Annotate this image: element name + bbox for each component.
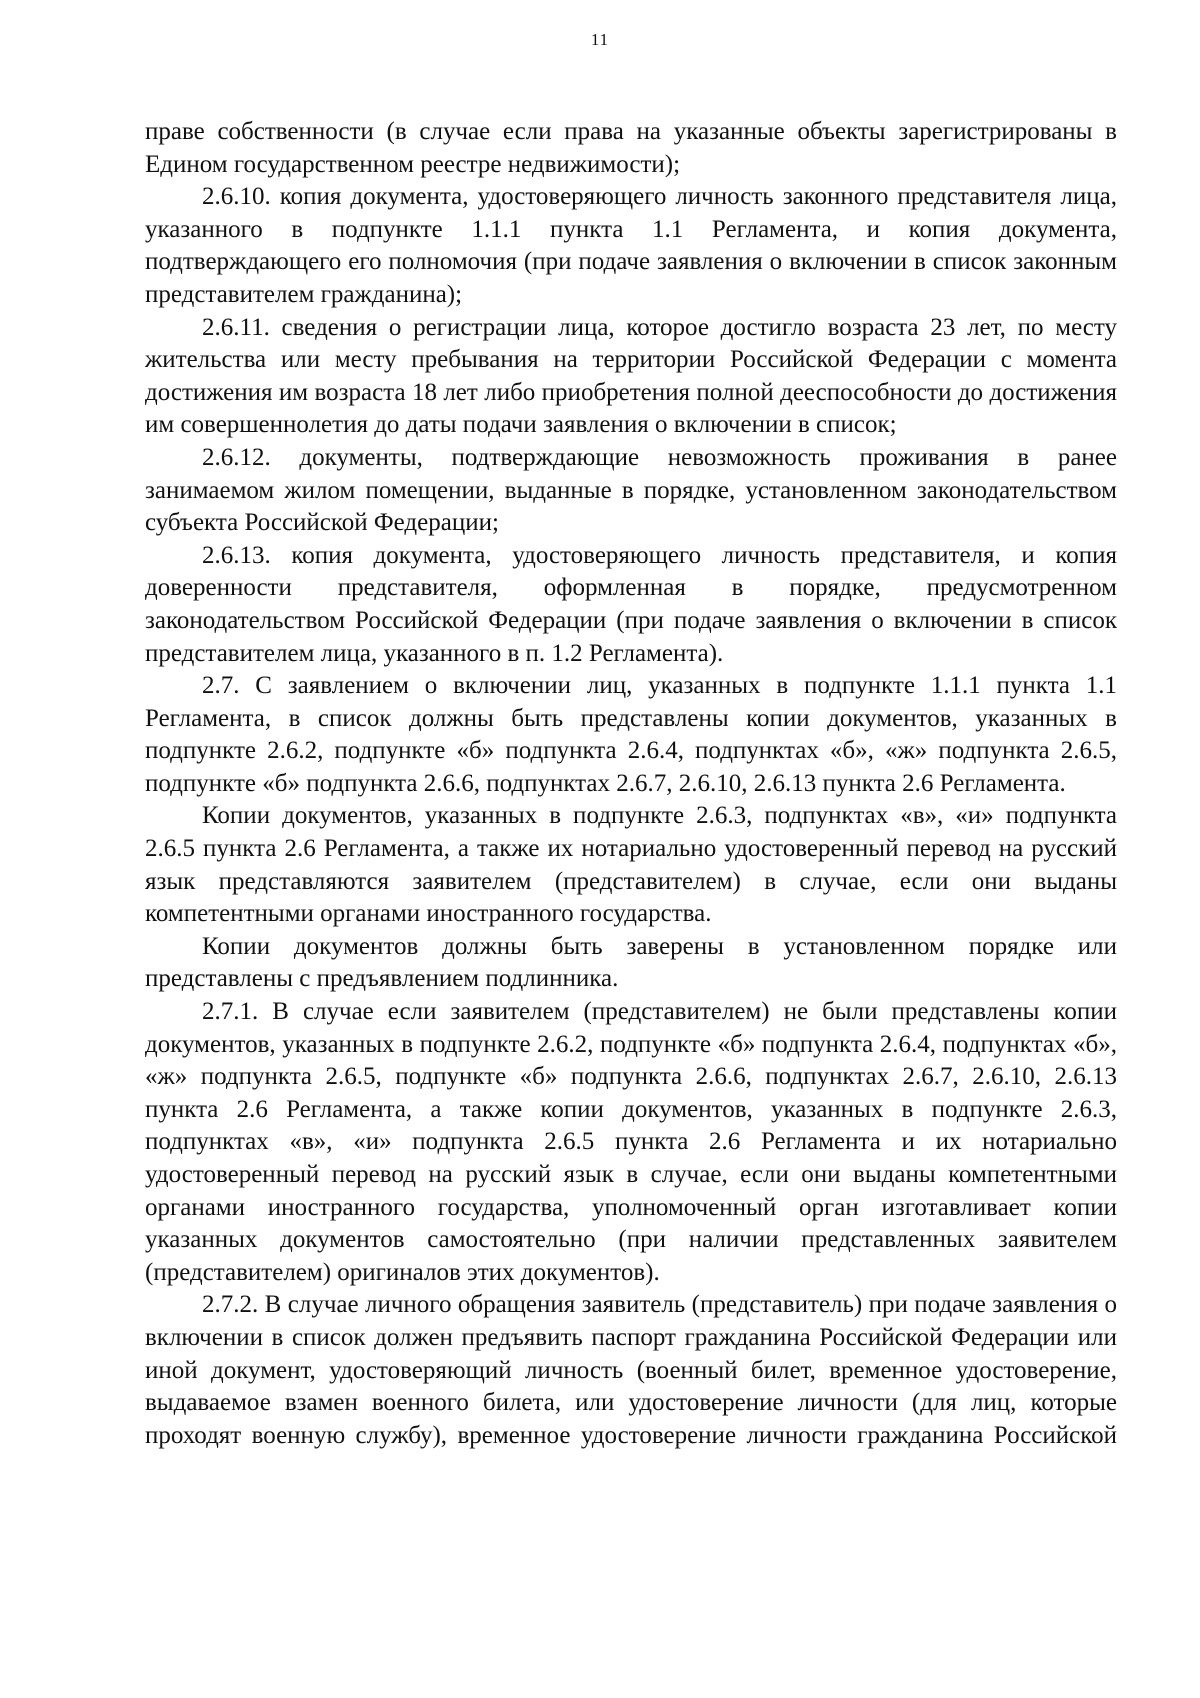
paragraph-continuation: праве собственности (в случае если права на указанные объекты зарегистрированы в Едином государственном реестре недвижимости); <box>145 118 1117 178</box>
paragraph-2-6-11: 2.6.11. сведения о регистрации лица, которое достигло возраста 23 лет, по месту жительства или месту пребывания на территории Российской Федерации с момента достижения им возраста 18 лет либо приобретения полной дееспособности до достижения им совершеннолетия до даты подачи заявления о включении в список; <box>145 313 1117 439</box>
paragraph-2-6-13: 2.6.13. копия документа, удостоверяющего личность представителя, и копия доверенности представителя, оформленная в порядке, предусмотренном законодательством Российской Федерации (при подаче заявления о включении в список представителем лица, указанного в п. 1.2 Регламента). <box>145 541 1117 667</box>
paragraph-2-7: 2.7. С заявлением о включении лиц, указанных в подпункте 1.1.1 пункта 1.1 Регламента, в список должны быть представлены копии документов, указанных в подпункте 2.6.2, подпункте «б» подпункта 2.6.4, подпунктах «б», «ж» подпункта 2.6.5, подпункте «б» подпункта 2.6.6, подпунктах 2.6.7, 2.6.10, 2.6.13 пункта 2.6 Регламента. <box>145 672 1117 797</box>
page-number: 11 <box>590 30 610 49</box>
paragraph-2-6-10: 2.6.10. копия документа, удостоверяющего личность законного представителя лица, указанного в подпункте 1.1.1 пункта 1.1 Регламента, и копия документа, подтверждающего его полномочия (при подаче заявления о включении в список законным представителем гражданина); <box>145 183 1117 308</box>
paragraph-2-7-2: 2.7.2. В случае личного обращения заявитель (представитель) при подаче заявления о включении в список должен предъявить паспорт гражданина Российской Федерации или иной документ, удостоверяющий личность (военный билет, временное удостоверение, выдаваемое взамен военного билета, или удостоверение личности (для лиц, которые проходят военную службу), временное удостоверение личности гражданина Российской <box>145 1291 1117 1449</box>
paragraph-2-6-12: 2.6.12. документы, подтверждающие невозможность проживания в ранее занимаемом жилом помещении, выданные в порядке, установленном законодательством субъекта Российской Федерации; <box>145 443 1117 537</box>
paragraph-2-7-copies-translation: Копии документов, указанных в подпункте 2.6.3, подпунктах «в», «и» подпункта 2.6.5 пункта 2.6 Регламента, а также их нотариально удостоверенный перевод на русский язык представляются заявителем (представителем) в случае, если они выданы компетентными органами иностранного государства. <box>145 802 1117 928</box>
paragraph-2-7-copies-certified: Копии документов должны быть заверены в установленном порядке или представлены с предъявлением подлинника. <box>145 932 1117 993</box>
document-body <box>145 116 1117 1452</box>
paragraph-2-7-1: 2.7.1. В случае если заявителем (представителем) не были представлены копии документов, указанных в подпункте 2.6.2, подпункте «б» подпункта 2.6.4, подпунктах «б», «ж» подпункта 2.6.5, подпункте «б» подпункта 2.6.6, подпунктах 2.6.7, 2.6.10, 2.6.13 пункта 2.6 Регламента, а также копии документов, указанных в подпункте 2.6.3, подпунктах «в», «и» подпункта 2.6.5 пункта 2.6 Регламента и их нотариально удостоверенный перевод на русский язык в случае, если они выданы компетентными органами иностранного государства, уполномоченный орган изготавливает копии указанных документов самостоятельно (при наличии представленных заявителем (представителем) оригиналов этих документов). <box>145 998 1117 1286</box>
